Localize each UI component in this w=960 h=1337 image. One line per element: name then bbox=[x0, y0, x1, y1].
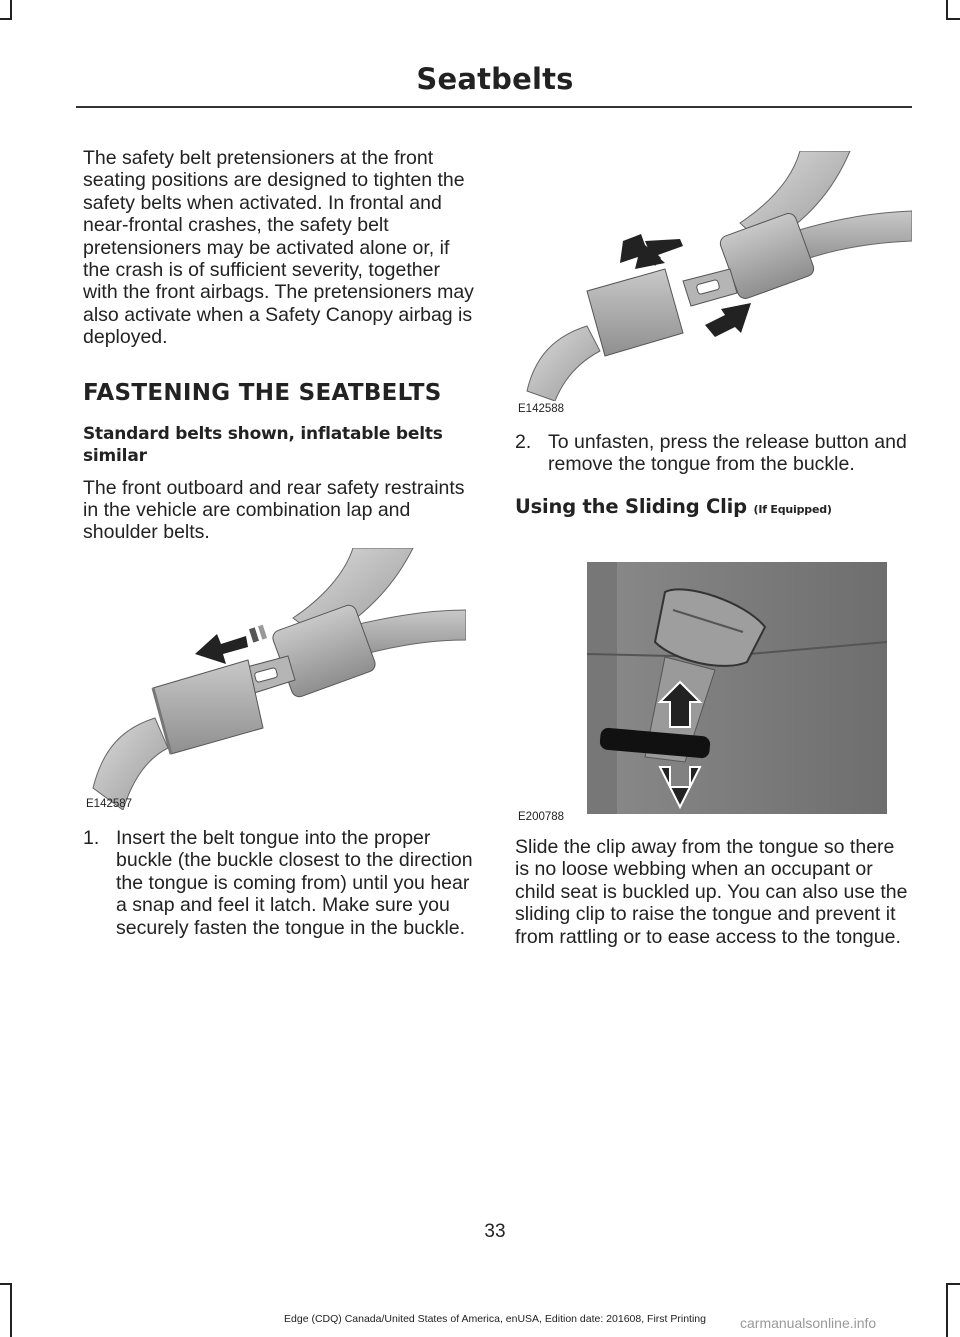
crop-mark bbox=[10, 1283, 12, 1337]
combination-belts-paragraph: The front outboard and rear safety restraints in the vehicle are combination lap and shoulder belts. bbox=[83, 476, 465, 544]
left-column bbox=[83, 147, 478, 544]
header-rule bbox=[76, 106, 912, 108]
figure-code: E200788 bbox=[518, 811, 565, 823]
footer-edition: Edge (CDQ) Canada/United States of America, enUSA, Edition date: 201608, First Printing bbox=[284, 1313, 706, 1325]
crop-mark bbox=[946, 1283, 960, 1285]
crop-mark bbox=[946, 0, 948, 20]
crop-mark bbox=[10, 0, 12, 20]
crop-mark bbox=[0, 1283, 12, 1285]
crop-mark bbox=[946, 1283, 948, 1337]
figure-code: E142588 bbox=[518, 403, 565, 415]
section-heading: FASTENING THE SEATBELTS bbox=[83, 379, 442, 406]
sliding-clip-paragraph-block bbox=[515, 836, 911, 948]
subheading: Standard belts shown, inflatable belts similar bbox=[83, 423, 443, 466]
crop-mark bbox=[946, 18, 960, 20]
buckle-insert-illustration bbox=[83, 548, 466, 810]
figure-buckle-release bbox=[515, 151, 912, 413]
buckle-release-illustration bbox=[515, 151, 912, 401]
step-number: 2. bbox=[515, 431, 532, 453]
sliding-clip-paragraph: Slide the clip away from the tongue so there is no loose webbing when an occupant or child seat is buckled up. You can also use the sliding clip to raise the tongue and prevent it from rattling or to ease access to the tongue. bbox=[515, 836, 908, 948]
watermark: carmanualsonline.info bbox=[740, 1315, 877, 1331]
sliding-clip-heading-text: Using the Sliding Clip bbox=[515, 494, 747, 518]
page-number: 33 bbox=[484, 1221, 506, 1242]
step-number: 1. bbox=[83, 827, 100, 849]
step-1 bbox=[83, 827, 478, 939]
figure-buckle-insert bbox=[83, 548, 466, 810]
step-text: Insert the belt tongue into the proper buckle (the buckle closest to the direction the tongue is coming from) until you hear a snap and feel it latch. Make sure you securely fasten the tongue in the buckle. bbox=[116, 827, 473, 939]
figure-code: E142587 bbox=[86, 798, 133, 810]
left-step-block bbox=[83, 827, 478, 939]
sliding-clip-heading bbox=[515, 496, 911, 521]
page-header-title: Seatbelts bbox=[416, 62, 574, 96]
step-2 bbox=[515, 431, 911, 476]
right-column bbox=[515, 431, 911, 521]
step-text: To unfasten, press the release button and remove the tongue from the buckle. bbox=[548, 431, 907, 476]
intro-paragraph: The safety belt pretensioners at the front seating positions are designed to tighten the safety belts when activated. In frontal and near-frontal crashes, the safety belt pretensioners may be activated alone or, if the crash is of sufficient severity, together with the front airbags. The pretensioners may also activate when a Safety Canopy airbag is deployed. bbox=[83, 147, 474, 349]
if-equipped-note: (If Equipped) bbox=[753, 502, 832, 516]
figure-sliding-clip bbox=[515, 562, 887, 824]
sliding-clip-illustration bbox=[515, 562, 887, 814]
crop-mark bbox=[0, 18, 12, 20]
